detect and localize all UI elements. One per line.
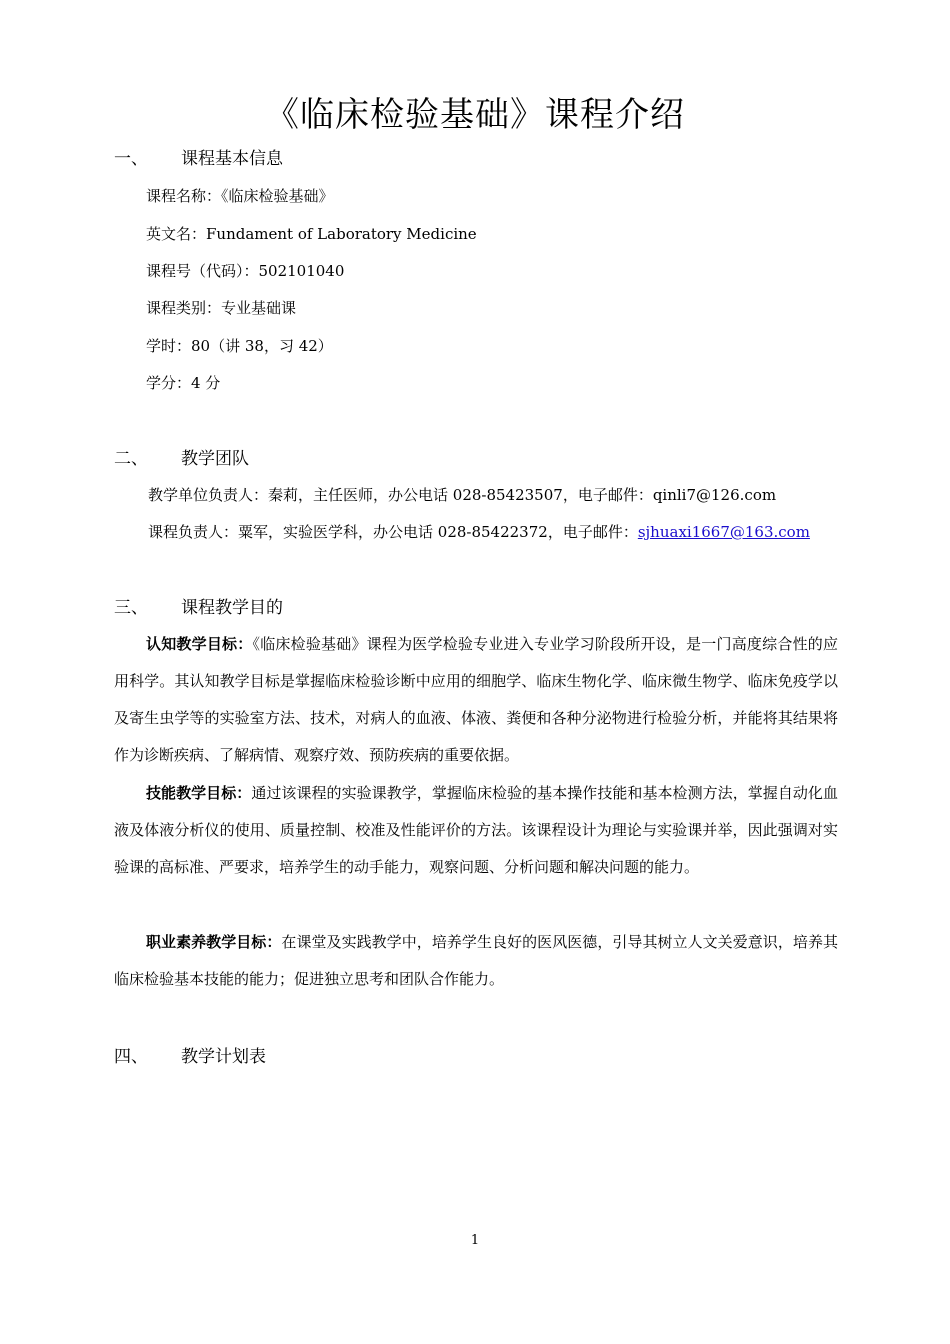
section-heading-teaching-plan [114,1045,266,1069]
skill-objective-paragraph [114,775,838,886]
section-title: 课程基本信息 [181,149,283,169]
objective-label: 技能教学目标： [146,784,252,802]
page-title: 《临床检验基础》课程介绍 [265,95,685,135]
unit-head: 教学单位负责人：秦莉，主任医师，办公电话 028-85423507，电子邮件：qinli7@126.com [148,486,777,504]
section-number: 四、 [114,1047,148,1067]
course-type: 课程类别：专业基础课 [146,299,297,317]
objective-label: 认知教学目标： [146,635,253,653]
objective-text: 《临床检验基础》课程为医学检验专业进入专业学习阶段所开设，是一门高度综合性的应用科学。其认知教学目标是掌握临床检验诊断中应用的细胞学、临床生物化学、临床微生物学、临床免疫学以及寄生虫学等的实验室方法、技术，对病人的血液、体液、粪便和各种分泌物进行检验分析，并能将其结果将作为诊断疾病、了解病情、观察疗效、预防疾病的重要依据。 [114,635,838,764]
section-number: 二、 [114,449,148,469]
section-heading-team [114,447,249,471]
course-hours: 学时：80（讲 38，习 42） [146,337,333,355]
course-name: 课程名称：《临床检验基础》 [146,187,334,205]
section-heading-basic-info [114,147,283,171]
course-credits: 学分：4 分 [146,374,221,392]
objective-text: 通过该课程的实验课教学，掌握临床检验的基本操作技能和基本检测方法，掌握自动化血液及体液分析仪的使用、质量控制、校准及性能评价的方法。该课程设计为理论与实验课并举，因此强调对实验课的高标准、严要求，培养学生的动手能力，观察问题、分析问题和解决问题的能力。 [114,784,838,876]
objective-text: 在课堂及实践教学中，培养学生良好的医风医德，引导其树立人文关爱意识，培养其临床检验基本技能的能力；促进独立思考和团队合作能力。 [114,933,838,988]
page-number: 1 [470,1233,480,1248]
section-title: 教学计划表 [181,1047,266,1067]
course-code: 课程号（代码）：502101040 [146,262,345,280]
section-number: 一、 [114,149,148,169]
cognitive-objective-paragraph [114,626,838,774]
section-number: 三、 [114,598,148,618]
section-heading-objectives [114,596,283,620]
section-title: 教学团队 [181,449,249,469]
course-head-text: 课程负责人：粟军，实验医学科，办公电话 028-85422372，电子邮件： [148,523,638,541]
course-head [148,521,810,543]
section-title: 课程教学目的 [181,598,283,618]
course-head-email-link[interactable]: sjhuaxi1667@163.com [637,523,810,541]
professional-objective-paragraph [114,924,838,998]
english-name: 英文名：Fundament of Laboratory Medicine [146,225,477,243]
objective-label: 职业素养教学目标： [146,933,282,951]
